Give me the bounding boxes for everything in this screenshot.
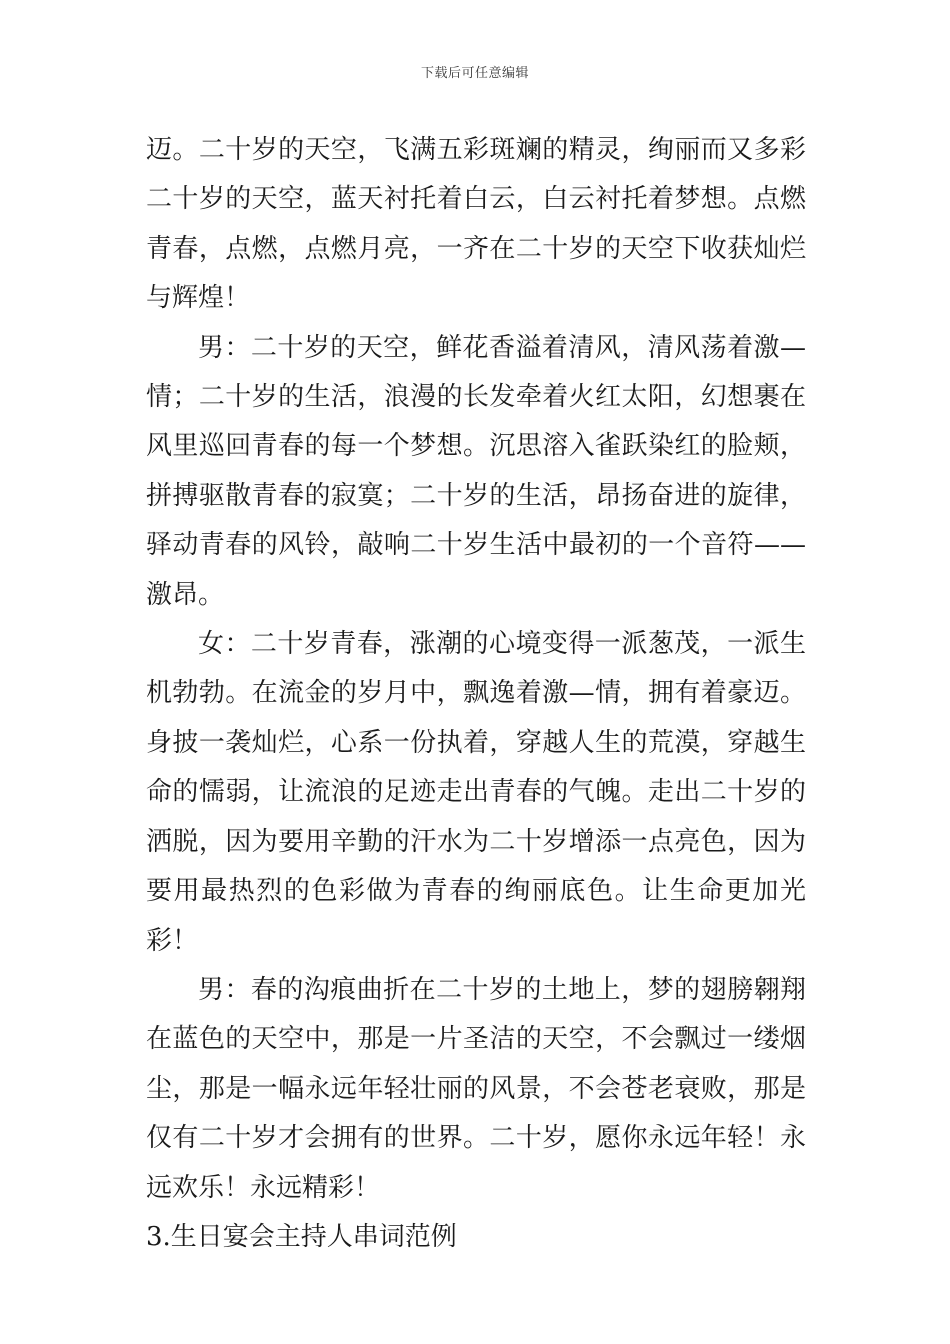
page-header: 下载后可任意编辑 — [420, 66, 529, 81]
paragraph-continuation: 迈。二十岁的天空，飞满五彩斑斓的精灵，绚丽而又多彩二十岁的天空，蓝天衬托着白云，白云衬托着梦想。点燃青春，点燃，点燃月亮，一齐在二十岁的天空下收获灿烂与辉煌！ — [146, 135, 806, 314]
paragraph-male-2: 男：春的沟痕曲折在二十岁的土地上，梦的翅膀翱翔在蓝色的天空中，那是一片圣洁的天空，不会飘过一缕烟尘，那是一幅永远年轻壮丽的风景，不会苍老衰败，那是仅有二十岁才会拥有的世界。二十岁，愿你永远年轻！永远欢乐！永远精彩！ — [146, 974, 806, 1203]
paragraph-male-1: 男：二十岁的天空，鲜花香溢着清风，清风荡着激—情；二十岁的生活，浪漫的长发牵着火红太阳，幻想裹在风里巡回青春的每一个梦想。沉思溶入雀跃染红的脸颊，拼搏驱散青春的寂寞；二十岁的生活，昂扬奋进的旋律，驿动青春的风铃，敲响二十岁生活中最初的一个音符——激昂。 — [146, 332, 806, 610]
section-heading: 3.生日宴会主持人串词范例 — [146, 1221, 457, 1252]
paragraph-female-1: 女：二十岁青春，涨潮的心境变得一派葱茂，一派生机勃勃。在流金的岁月中，飘逸着激—情，拥有着豪迈。身披一袭灿烂，心系一份执着，穿越人生的荒漠，穿越生命的懦弱，让流浪的足迹走出青春的气魄。走出二十岁的洒脱，因为要用辛勤的汗水为二十岁增添一点亮色，因为要用最热烈的色彩做为青春的绚丽底色。让生命更加光彩！ — [146, 629, 806, 956]
document-body — [146, 126, 806, 1262]
